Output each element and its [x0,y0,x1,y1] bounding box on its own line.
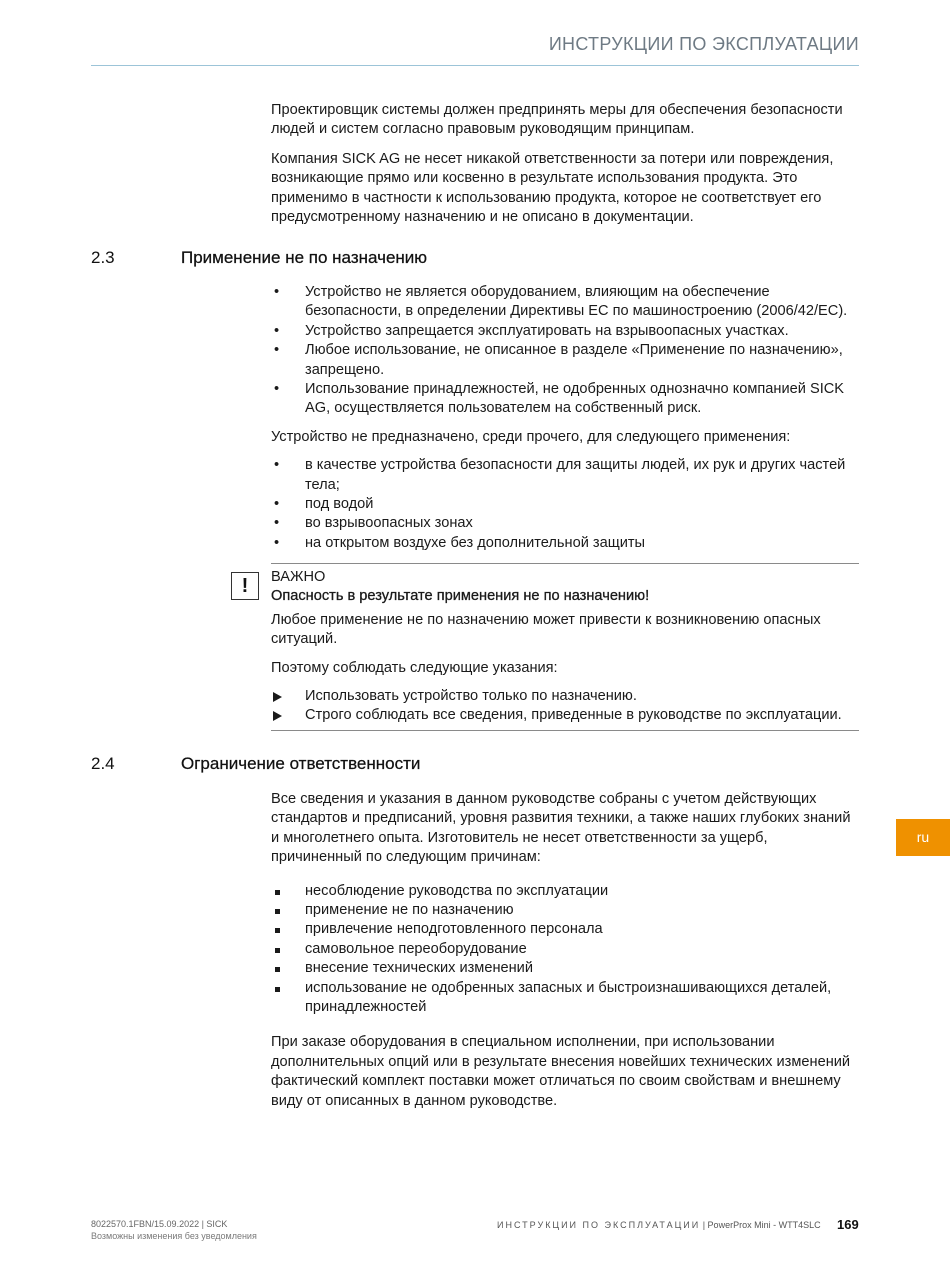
not-intended-list [271,456,861,553]
bullet-marker: • [274,534,280,551]
liability-reasons-list [271,882,861,1018]
bullet-marker: • [274,457,280,474]
list-item: • в качестве устройства безопасности для защиты людей, их рук и других частей тела; [274,457,846,493]
notice-bottom-rule [271,730,859,731]
not-intended-intro: Устройство не предназначено, среди прочего, для следующего применения: [271,428,791,445]
misuse-bullets-block [271,283,861,553]
bullet-marker: • [274,284,280,300]
notice-instruction-intro: Поэтому соблюдать следующие указания: [271,659,558,676]
list-item: • под водой [271,495,861,514]
list-item: привлечение неподготовленного персонала [271,920,861,939]
list-item: • Любое использование, не описанное в разделе «Применение по назначению», запрещено. [274,342,843,378]
bullet-marker: • [274,322,280,339]
square-bullet [275,928,280,933]
step-arrow-icon [273,692,282,702]
notice-body: Любое применение не по назначению может привести к возникновению опасных ситуаций. [271,611,821,648]
notice-headline: Опасность в результате применения не по назначению! [271,588,650,605]
liability-block [271,790,861,1111]
list-item: • Использование принадлежностей, не одобренных однозначно компанией SICK AG, осуществляется пользователем на собственный риск. [274,381,845,417]
misuse-list [271,283,861,419]
step-arrow-icon [273,711,282,721]
bullet-marker: • [274,496,280,513]
running-header-title: ИНСТРУКЦИИ ПО ЭКСПЛУАТАЦИИ [548,34,859,54]
list-item: • Устройство запрещается эксплуатировать на взрывоопасных участках. [271,322,861,341]
square-bullet [275,987,280,992]
notice-label: ВАЖНО [271,569,326,585]
language-tab-ru[interactable]: ru [896,819,950,856]
liability-closing: При заказе оборудования в специальном исполнении, при использовании дополнительных опций или в результате внесения новейших технических изменений фактический комплект поставки может отличаться по своим свойствам и внешнему виду от описанных в данном руководстве. [271,1034,851,1109]
footer-center [497,1220,821,1230]
important-notice [271,568,861,726]
intro-paragraph-1: Проектировщик системы должен предпринять меры для обеспечения безопасности людей и систем согласно правовым руководящим принципам. [271,102,843,138]
footer-left [91,1218,257,1242]
bullet-marker: • [274,515,280,532]
section-2-4-title: Ограничение ответственности [181,754,421,773]
list-item: несоблюдение руководства по эксплуатации [271,882,861,901]
list-item: самовольное переоборудование [271,940,861,959]
header-divider [91,65,859,66]
exclamation-icon: ! [231,572,259,600]
square-bullet [275,967,280,972]
list-item: применение не по назначению [271,901,861,920]
notice-top-rule [271,563,859,564]
bullet-marker: • [274,381,280,398]
intro-block [271,101,861,227]
square-bullet [275,890,280,895]
square-bullet [275,948,280,953]
square-bullet [275,909,280,914]
list-item: внесение технических изменений [271,959,861,978]
liability-intro: Все сведения и указания в данном руководстве собраны с учетом действующих стандартов и предписаний, уровня развития техники, а также наших глубоких знаний и многолетнего опыта. Изготовитель не несет ответственности за ущерб, причиненный по следующим причинам: [271,791,851,866]
notice-steps [271,687,861,726]
footer-doc-title: ИНСТРУКЦИИ ПО ЭКСПЛУАТАЦИИ [497,1220,701,1230]
page-number: 169 [837,1217,859,1232]
list-item: • во взрывоопасных зонах [271,514,861,533]
list-item: использование не одобренных запасных и быстроизнашивающихся деталей, принадлежностей [271,979,861,1018]
footer-doc-id: 8022570.1FBN/15.09.2022 | SICK [91,1219,228,1229]
list-item: • Устройство не является оборудованием, влияющим на обеспечение безопасности, в определении Директивы ЕС по машиностроению (2006/42/EC). [274,284,848,320]
section-2-3-title: Применение не по назначению [181,248,428,267]
bullet-marker: • [274,342,280,359]
section-2-4-number: 2.4 [91,754,115,773]
list-item: Строго соблюдать все сведения, приведенные в руководстве по эксплуатации. [271,706,861,725]
list-item: Использовать устройство только по назначению. [271,687,861,706]
intro-paragraph-2: Компания SICK AG не несет никакой ответственности за потери или повреждения, возникающие прямо или косвенно в результате использования продукта. Это применимо в частности к использованию продукта, которое не соответствует его предусмотренному назначению и не описано в документации. [271,150,834,226]
footer-disclaimer: Возможны изменения без уведомления [91,1231,257,1241]
section-2-3-number: 2.3 [91,248,115,267]
footer-product: | PowerProx Mini - WTT4SLC [702,1220,821,1230]
list-item: • на открытом воздухе без дополнительной защиты [271,534,861,553]
